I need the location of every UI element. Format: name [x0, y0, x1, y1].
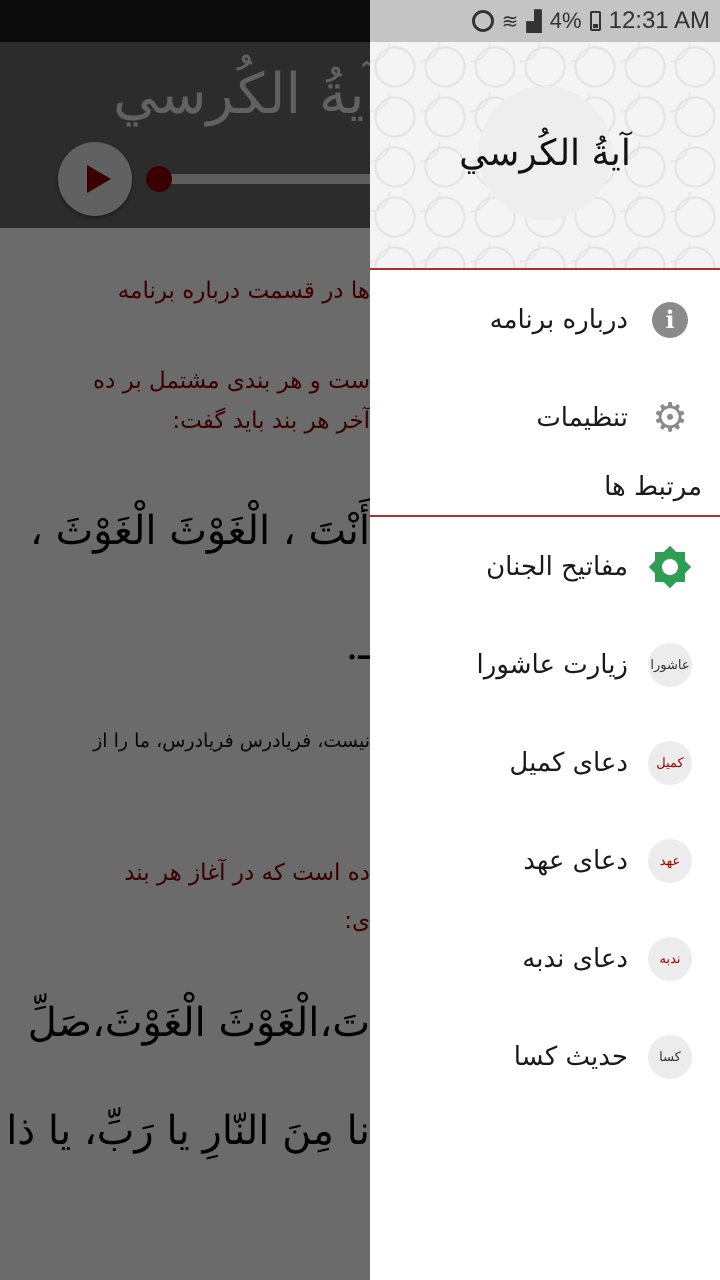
header-divider — [370, 268, 720, 270]
related-item-label: دعای عهد — [523, 846, 628, 876]
menu-item-label: درباره برنامه — [489, 305, 628, 335]
related-item-nudba[interactable] — [370, 911, 720, 1007]
info-icon: i — [652, 302, 688, 338]
status-bar — [370, 0, 720, 42]
related-item-kumayl[interactable] — [370, 715, 720, 811]
menu-item-settings[interactable] — [370, 370, 720, 466]
related-item-label: دعای ندبه — [522, 944, 628, 974]
menu-item-label: تنظیمات — [536, 403, 628, 433]
nudba-icon: ندبه — [648, 937, 692, 981]
navigation-drawer — [370, 42, 720, 1280]
ahd-icon: عهد — [648, 839, 692, 883]
ashura-icon: عاشورا — [648, 643, 692, 687]
related-item-mafatih[interactable] — [370, 519, 720, 615]
logo-text: آيةُ الكُرسي — [459, 132, 631, 174]
wifi-icon: ≋ — [501, 9, 519, 33]
battery-icon — [590, 11, 601, 31]
related-item-label: حدیث کسا — [513, 1042, 628, 1072]
mafatih-icon — [650, 547, 690, 587]
drawer-header — [370, 42, 720, 268]
clock: 12:31 AM — [608, 7, 710, 34]
app-logo — [459, 86, 631, 220]
related-item-kisa[interactable] — [370, 1009, 720, 1105]
section-divider — [370, 515, 720, 517]
related-item-label: مفاتیح الجنان — [486, 552, 628, 582]
gear-icon: ⚙ — [652, 395, 688, 441]
related-item-label: زیارت عاشورا — [476, 650, 628, 680]
battery-percent: 4% — [549, 8, 582, 33]
related-item-ashura[interactable] — [370, 617, 720, 713]
kisa-icon: کسا — [648, 1035, 692, 1079]
related-item-ahd[interactable] — [370, 813, 720, 909]
menu-item-about[interactable] — [370, 272, 720, 368]
related-section-title: مرتبط ها — [604, 472, 702, 502]
status-icons — [472, 0, 710, 42]
kumayl-icon: کمیل — [648, 741, 692, 785]
related-item-label: دعای کمیل — [509, 748, 628, 778]
signal-icon: ▟ — [526, 9, 542, 33]
alarm-icon — [472, 10, 494, 32]
